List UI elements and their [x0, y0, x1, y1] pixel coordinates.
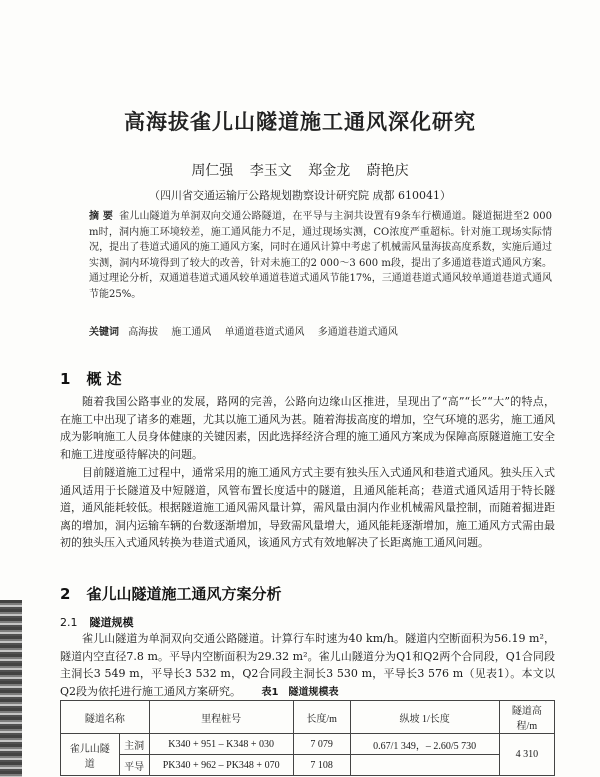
- subsection-2-1-heading: [60, 614, 134, 630]
- table-cell: [350, 755, 499, 776]
- table-title: 隧道规模表: [288, 687, 339, 698]
- paper-title: 高海拔雀儿山隧道施工通风深化研究: [124, 109, 476, 134]
- table-cell-group: 雀儿山隧道: [61, 734, 120, 776]
- keywords: [89, 325, 552, 340]
- table-row: [61, 755, 555, 776]
- author-list: 周仁强 李玉文 郑金龙 蔚艳庆: [191, 163, 409, 179]
- abstract-text: 雀儿山隧道为单洞双向交通公路隧道，在平导与主洞共设置有9条车行横通道。隧道掘进至2 000 m时，洞内施工环境较差，施工通风能力不足，通过现场实测，CO浓度严重超标。针对施工现场实际情况，提出了巷道式通风的施工通风方案，同时在通风计算中考虑了机械需风量海拔高度系数，实施后通过实测，洞内环境得到了较大的改善，针对未施工的2 000～3 600 m段，提出了多通道巷道式通风方案。通过理论分析，双通道巷道式通风较单通道巷道式通风节能17%，三通道巷道式通风较单通道巷道式通风节能25%。: [89, 211, 552, 300]
- abstract-label: 摘 要: [89, 211, 114, 222]
- keyword: 高海拔: [128, 327, 159, 338]
- table-header-cell: 隧道名称: [61, 701, 150, 734]
- table-cell: 主洞: [119, 734, 149, 755]
- table-caption: [0, 683, 600, 698]
- keyword: 多通道巷道式通风: [317, 327, 398, 338]
- table-header-cell: 纵坡 1/长度: [350, 701, 499, 734]
- table-number: 表1: [261, 687, 279, 698]
- table-cell: 7 079: [293, 734, 350, 755]
- section-title: 雀儿山隧道施工通风方案分析: [86, 585, 282, 603]
- table-cell: 平导: [119, 755, 149, 776]
- keyword: 施工通风: [171, 327, 212, 338]
- section-2-1-paragraph: 雀儿山隧道为单洞双向交通公路隧道。计算行车时速为40 km/h。隧道内空断面积为56.19 m²，隧道内空直径7.8 m。平导内空断面积为29.32 m²。雀儿山隧道分为Q1和Q2两个合同段，Q1合同段主洞长3 549 m，平导长3 532 m，Q2合同段主洞长3 530 m，平导长3 576 m（见表1）。本文以Q2段为依托进行施工通风方案研究。: [60, 632, 555, 698]
- section-title: 概 述: [86, 370, 122, 388]
- table-header-cell: 里程桩号: [149, 701, 293, 734]
- table-row: [61, 734, 555, 755]
- keywords-label: 关键词: [89, 327, 119, 338]
- tunnel-scale-table: [60, 700, 555, 776]
- affiliation: （四川省交通运输厅公路规划勘察设计研究院 成都 610041）: [149, 189, 451, 202]
- keyword: 单通道巷道式通风: [224, 327, 305, 338]
- section-1-paragraph-2: 目前隧道施工过程中，通常采用的施工通风方式主要有独头压入式通风和巷道式通风。独头压入式通风适用于长隧道及中短隧道，风管布置长度适中的隧道，且通风能耗高；巷道式通风适用于特长隧道，通风能耗较低。根据隧道施工通风需风量计算，需风量由洞内作业机械需风量控制，而随着掘进距离的增加，洞内运输车辆的台数逐渐增加，导致需风量增大，通风能耗逐渐增加，施工通风方式需由最初的独头压入式通风转换为巷道式通风，该通风方式有效地解决了长距离施工通风问题。: [60, 466, 555, 550]
- table-header-row: [61, 701, 555, 734]
- section-1-heading: [60, 368, 122, 389]
- table-cell-elevation: 4 310: [499, 734, 554, 776]
- section-2-heading: [60, 583, 281, 604]
- section-1-paragraph-1: 随着我国公路事业的发展，路网的完善，公路向边缘山区推进，呈现出了“高”“长”“大”的特点，在施工中出现了诸多的难题，尤其以施工通风为甚。随着海拔高度的增加，空气环境的恶劣，施工通风成为影响施工人员身体健康的关键因素，因此选择经济合理的施工通风方案成为保障高原隧道施工安全和施工进度亟待解决的问题。: [60, 395, 555, 461]
- section-number: 2: [60, 585, 71, 603]
- subsection-title: 隧道规模: [89, 616, 134, 629]
- table-cell: 0.67/1 349，– 2.60/5 730: [350, 734, 499, 755]
- subsection-number: 2.1: [60, 616, 78, 629]
- abstract: [89, 209, 552, 302]
- section-number: 1: [60, 370, 71, 388]
- table-header-cell: 长度/m: [293, 701, 350, 734]
- table-cell: PK340 + 962 – PK348 + 070: [149, 755, 293, 776]
- table-cell: K340 + 951 – K348 + 030: [149, 734, 293, 755]
- table-header-cell: 隧道高程/m: [499, 701, 554, 734]
- table-cell: 7 108: [293, 755, 350, 776]
